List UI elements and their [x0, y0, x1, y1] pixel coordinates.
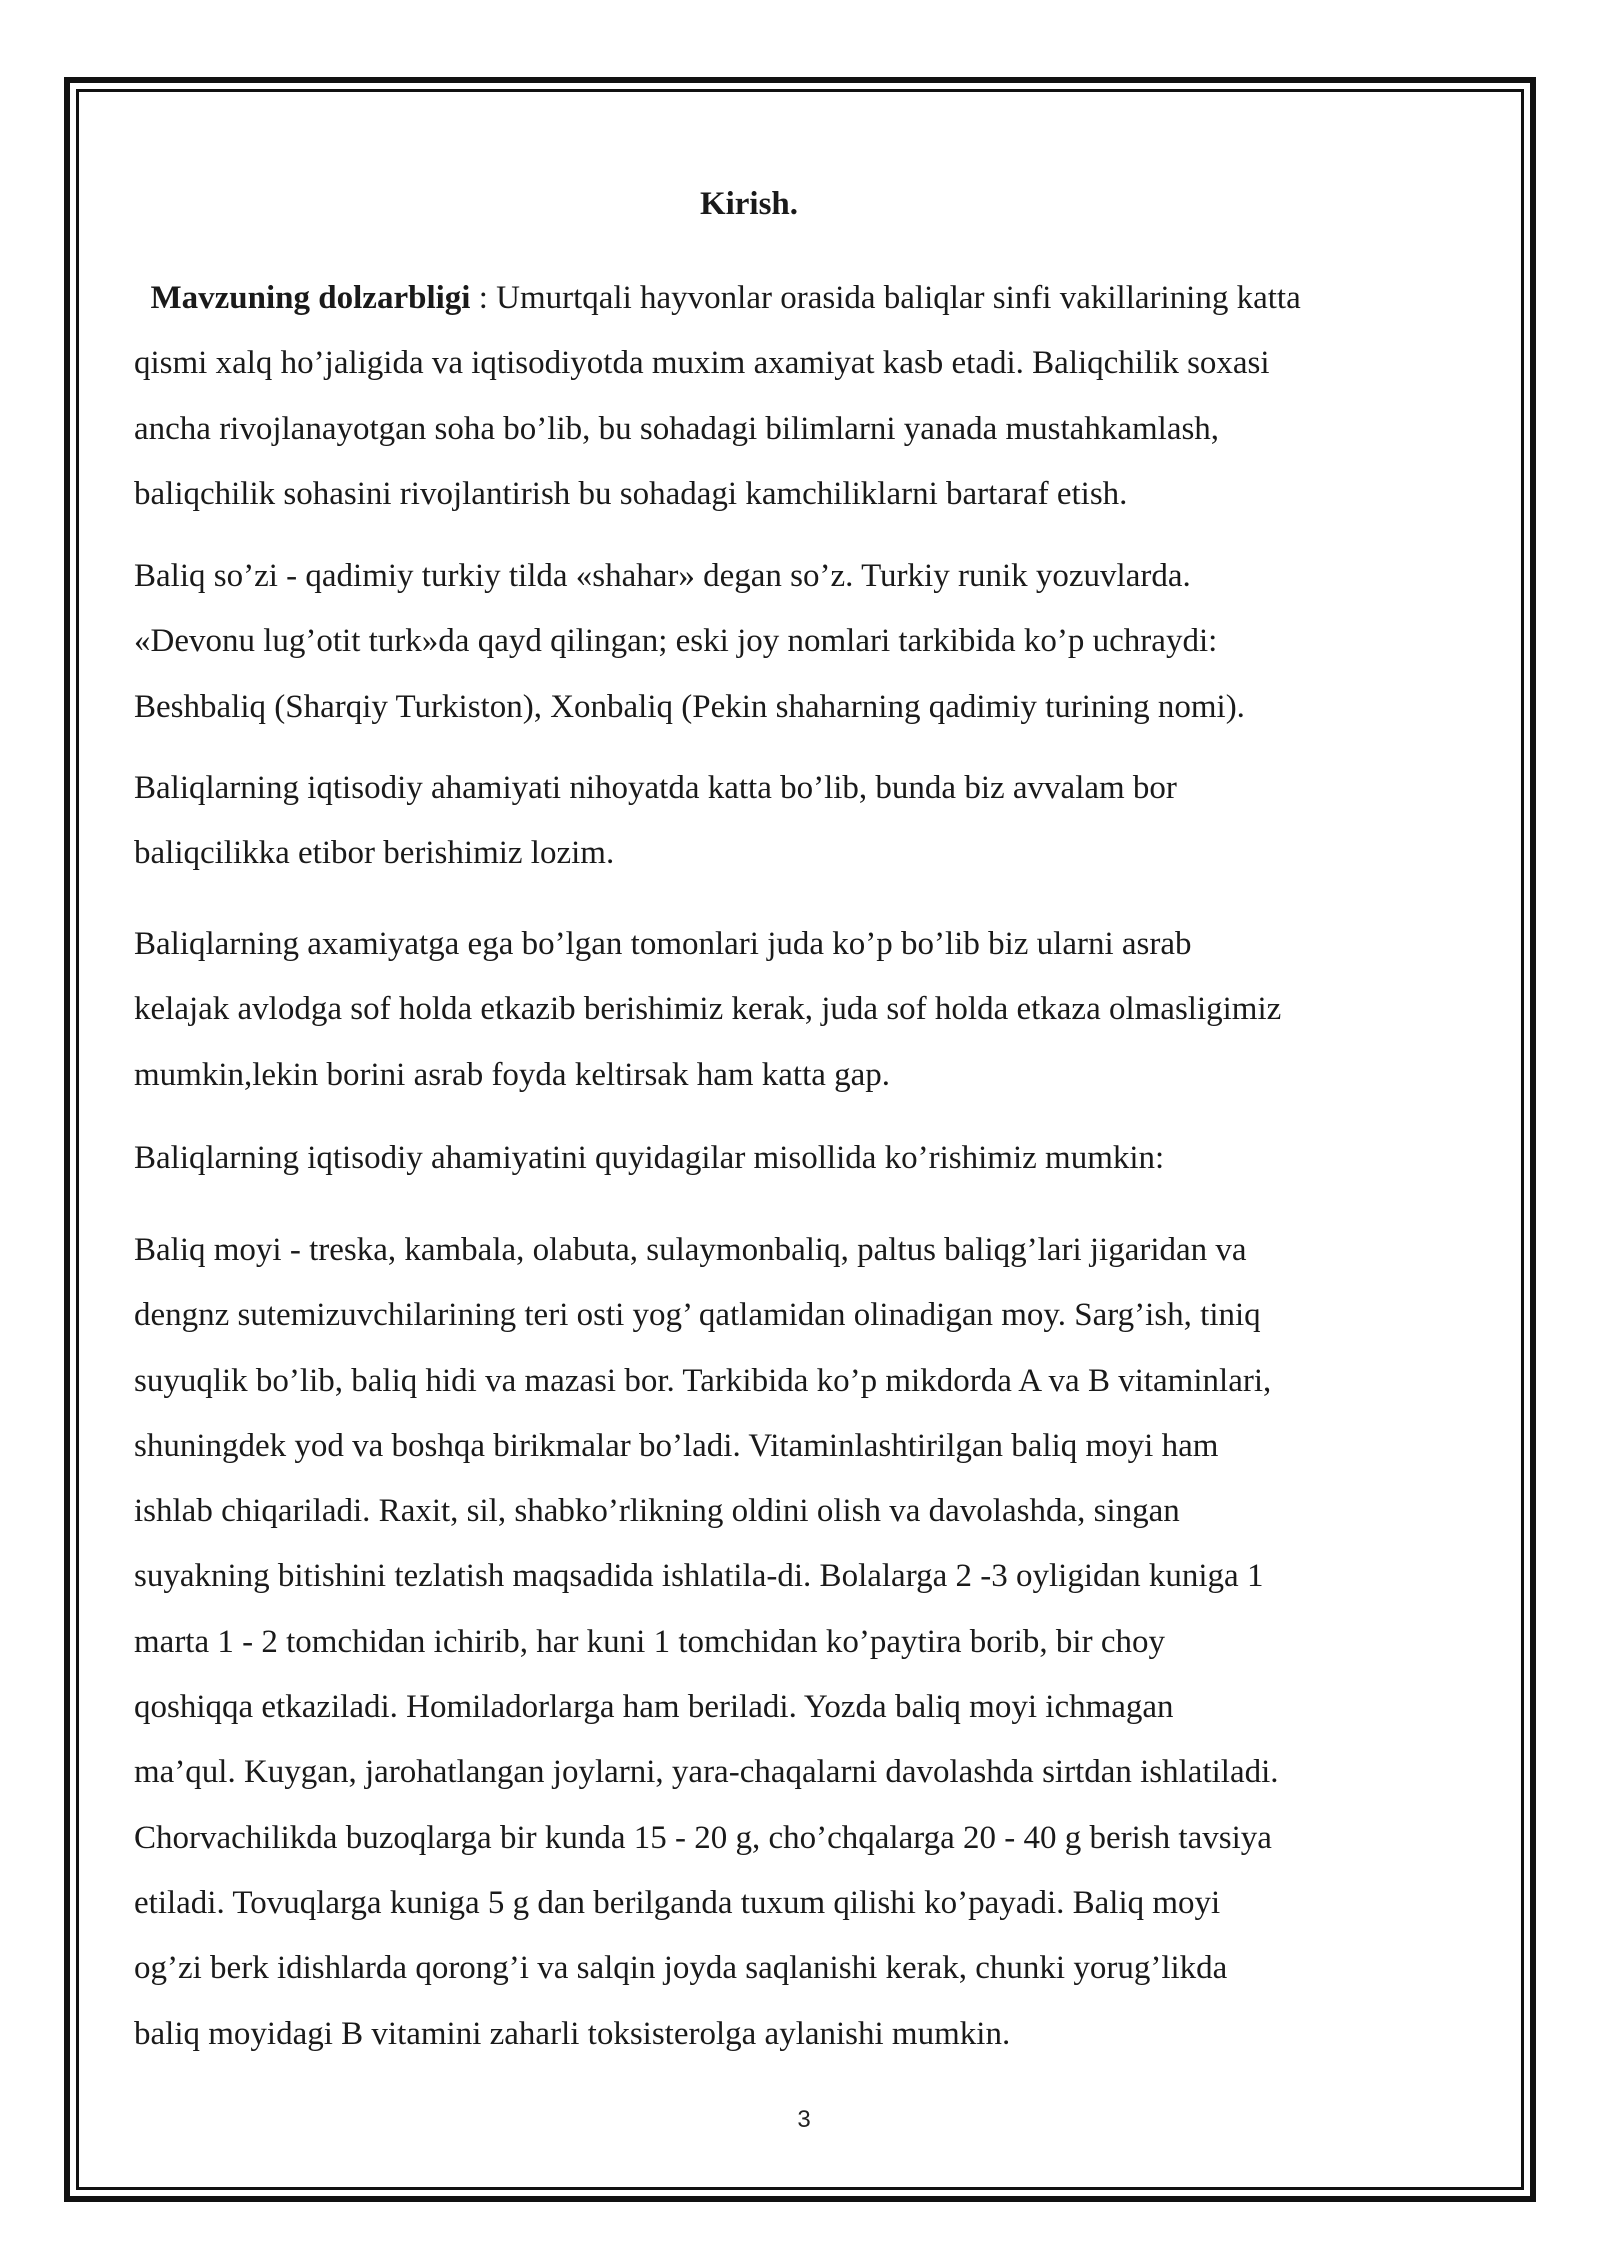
paragraph-line: marta 1 - 2 tomchidan ichirib, har kuni 1 tomchidan ko’paytira borib, bir choy	[134, 1623, 1165, 1660]
paragraph-line: suyakning bitishini tezlatish maqsadida ishlatila-di. Bolalarga 2 -3 oyligidan kuniga 1	[134, 1558, 1264, 1595]
paragraph-line: Baliqlarning iqtisodiy ahamiyatini quyidagilar misollida ko’rishimiz mumkin:	[134, 1140, 1165, 1176]
paragraph-line: etiladi. Tovuqlarga kuniga 5 g dan berilganda tuxum qilishi ko’payadi. Baliq moyi	[134, 1884, 1221, 1921]
paragraph-line: dengnz sutemizuvchilarining teri osti yog’ qatlamidan olinadigan moy. Sarg’ish, tiniq	[134, 1297, 1261, 1334]
paragraph-line: Chorvachilikda buzoqlarga bir kunda 15 - 20 g, cho’chqalarga 20 - 40 g berish tavsiya	[134, 1819, 1272, 1856]
paragraph-line: baliqchilik sohasini rivojlantirish bu sohadagi kamchiliklarni bartaraf etish.	[134, 475, 1128, 512]
paragraph-line: og’zi berk idishlarda qorong’i va salqin joyda saqlanishi kerak, chunki yorug’likda	[134, 1950, 1228, 1987]
page-title: Kirish.	[699, 186, 799, 222]
paragraph-examples-intro	[134, 1126, 1164, 1191]
paragraph-line: Baliqlarning axamiyatga ega bo’lgan tomonlari juda ko’p bo’lib biz ularni asrab	[134, 926, 1192, 962]
paragraph-line: baliq moyidagi B vitamini zaharli toksisterolga aylanishi mumkin.	[134, 2015, 1011, 2052]
paragraph-line: baliqcilikka etibor berishimiz lozim.	[134, 835, 615, 872]
paragraph-line: mumkin,lekin borini asrab foyda keltirsak ham katta gap.	[134, 1056, 891, 1093]
paragraph-preservation	[134, 912, 1281, 1108]
paragraph-fish-oil	[134, 1218, 1279, 2067]
paragraph-line: «Devonu lug’otit turk»da qayd qilingan; eski joy nomlari tarkibida ko’p uchraydi:	[134, 623, 1218, 660]
paragraph-etymology	[134, 544, 1245, 740]
relevance-heading: Mavzuning dolzarbligi	[150, 280, 471, 316]
paragraph-line: suyuqlik bo’lib, baliq hidi va mazasi bor. Tarkibida ko’p mikdorda A va B vitaminlari,	[134, 1362, 1272, 1399]
paragraph-line: Baliqlarning iqtisodiy ahamiyati nihoyatda katta bo’lib, bunda biz avvalam bor	[134, 770, 1177, 806]
paragraph-line: Baliq so’zi - qadimiy turkiy tilda «shahar» degan so’z. Turkiy runik yozuvlarda.	[134, 558, 1191, 594]
paragraph-economic-importance	[134, 756, 1177, 887]
page-number: 3	[797, 2106, 811, 2133]
paragraph-line: qismi xalq ho’jaligida va iqtisodiyotda muxim axamiyat kasb etadi. Baliqchilik soxasi	[134, 345, 1270, 382]
paragraph-line: Beshbaliq (Sharqiy Turkiston), Xonbaliq (Pekin shaharning qadimiy turining nomi).	[134, 688, 1245, 725]
paragraph-relevance	[134, 266, 1301, 527]
paragraph-line: qoshiqqa etkaziladi. Homiladorlarga ham beriladi. Yozda baliq moyi ichmagan	[134, 1689, 1174, 1726]
paragraph-line: ma’qul. Kuygan, jarohatlangan joylarni, yara-chaqalarni davolashda sirtdan ishlatiladi.	[134, 1754, 1279, 1791]
paragraph-line	[134, 266, 1301, 331]
paragraph-line: ishlab chiqariladi. Raxit, sil, shabko’rlikning oldini olish va davolashda, singan	[134, 1493, 1180, 1530]
paragraph-line: shuningdek yod va boshqa birikmalar bo’ladi. Vitaminlashtirilgan baliq moyi ham	[134, 1427, 1219, 1464]
paragraph-line: ancha rivojlanayotgan soha bo’lib, bu sohadagi bilimlarni yanada mustahkamlash,	[134, 410, 1220, 447]
paragraph-line: Baliq moyi - treska, kambala, olabuta, sulaymonbaliq, paltus baliqg’lari jigaridan va	[134, 1232, 1247, 1268]
paragraph-line: kelajak avlodga sof holda etkazib berishimiz kerak, juda sof holda etkaza olmasligimiz	[134, 991, 1282, 1028]
paragraph-text: : Umurtqali hayvonlar orasida baliqlar sinfi vakillarining katta	[470, 280, 1301, 316]
